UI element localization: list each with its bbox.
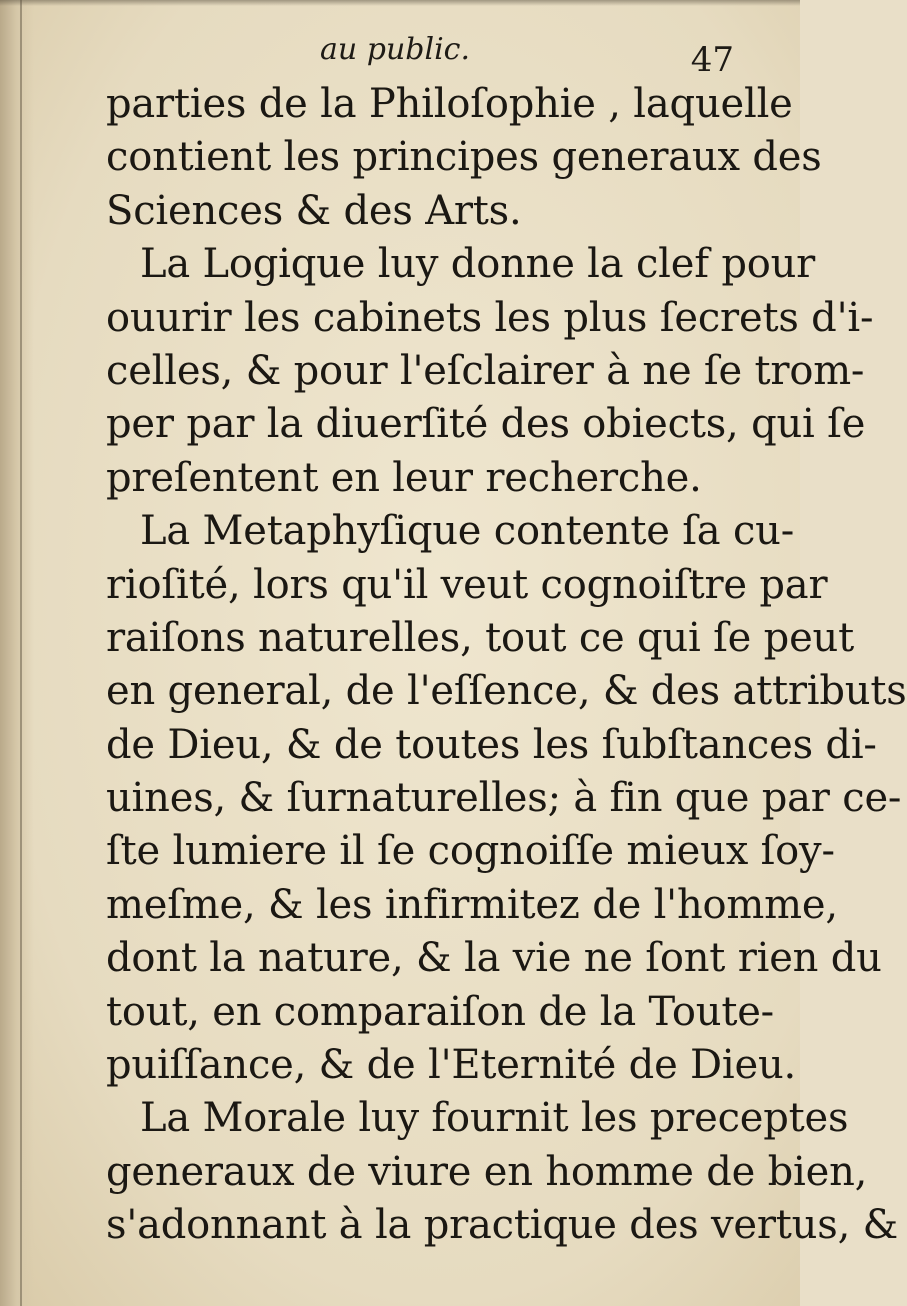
page-top-edge [0,0,800,6]
text-line: tout, en comparaiſon de la Toute- [106,988,774,1035]
text-line: La Morale luy fournit les preceptes [140,1095,849,1142]
running-head: au public. [320,32,470,67]
text-line: celles, & pour l'eſclairer à ne ſe trom- [106,347,865,394]
text-line: contient les principes generaux des [106,134,822,181]
text-line: uines, & ſurnaturelles; à fin que par ce- [106,775,902,822]
text-line: en general, de l'eſſence, & des attributs [106,668,907,715]
text-line: La Logique luy donne la clef pour [140,241,816,288]
text-line: parties de la Philoſophie , laquelle [106,81,793,127]
text-line: preſentent en leur recherche. [106,454,702,501]
text-line: ouurir les cabinets les plus ſecrets d'i- [106,294,874,341]
text-line: meſme, & les infirmitez de l'homme, [106,881,838,928]
page-number: 47 [690,40,734,80]
body-text [106,78,907,1253]
text-line: per par la diuerſité des obiects, qui ſe [106,401,866,448]
text-line: dont la nature, & la vie ne ſont rien du [106,935,882,982]
text-line: Sciences & des Arts. [106,187,522,234]
text-line: puiſſance, & de l'Eternité de Dieu. [106,1042,797,1089]
page-header [100,30,740,80]
text-line: generaux de viure en homme de bien, [106,1148,868,1195]
binding-shadow [0,0,34,1306]
text-line: de Dieu, & de toutes les ſubſtances di- [106,721,877,768]
text-line: ſte lumiere il ſe cognoiſſe mieux ſoy- [106,828,835,875]
text-line: s'adonnant à la practique des vertus, & [106,1202,899,1249]
binding-edge [20,0,22,1306]
text-line: raiſons naturelles, tout ce qui ſe peut [106,614,854,661]
text-line: La Metaphyſique contente ſa cu- [140,508,795,555]
text-line: rioſité, lors qu'il veut cognoiſtre par [106,561,828,608]
